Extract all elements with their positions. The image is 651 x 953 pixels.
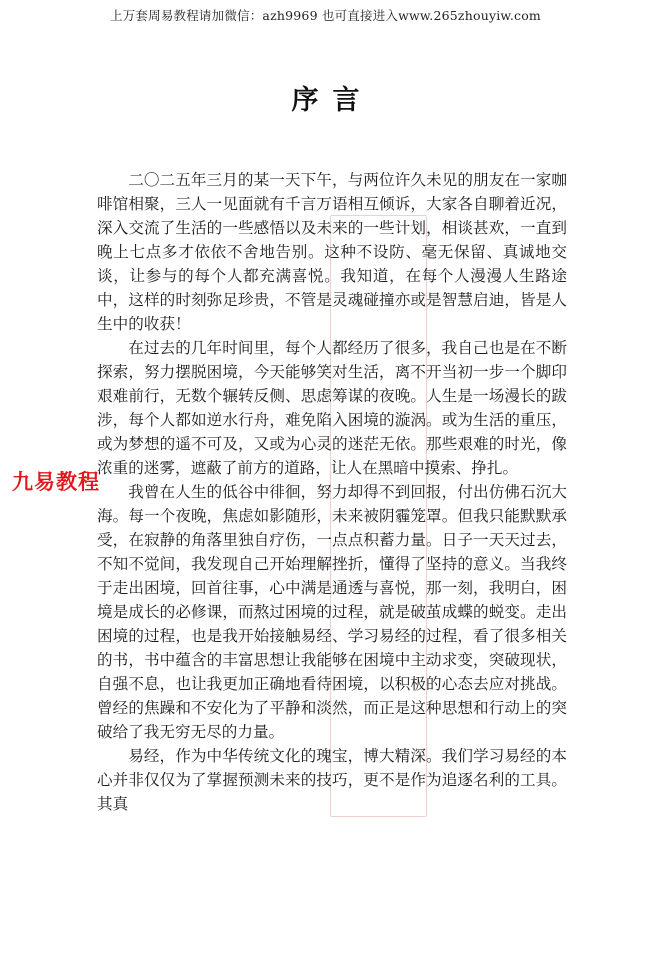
preface-body xyxy=(97,168,567,816)
paragraph-3: 我曾在人生的低谷中徘徊，努力却得不到回报，付出仿佛石沉大海。每一个夜晚，焦虑如影随形，未来被阴霾笼罩。但我只能默默承受，在寂静的角落里独自疗伤，一点点积蓄力量。日子一天天过去，不知不觉间，我发现自己开始理解挫折，懂得了坚持的意义。当我终于走出困境，回首往事，心中满是通透与喜悦，那一刻，我明白，困境是成长的必修课，而熬过困境的过程，就是破茧成蝶的蜕变。走出困境的过程，也是我开始接触易经、学习易经的过程，看了很多相关的书，书中蕴含的丰富思想让我能够在困境中主动求变，突破现状，自强不息，也让我更加正确地看待困境，以积极的心态去应对挑战。曾经的焦躁和不安化为了平静和淡然，而正是这种思想和行动上的突破给了我无穷无尽的力量。 xyxy=(97,483,567,741)
watermark-logo: 九易教程 xyxy=(12,470,100,494)
header-contact-note: 上万套周易教程请加微信：azh9969 也可直接进入www.265zhouyiw.com xyxy=(110,8,541,23)
paragraph-4: 易经，作为中华传统文化的瑰宝，博大精深。我们学习易经的本心并非仅仅为了掌握预测未来的技巧，更不是作为追逐名利的工具。其真 xyxy=(97,747,567,813)
paragraph-1: 二〇二五年三月的某一天下午，与两位许久未见的朋友在一家咖啡馆相聚，三人一见面就有千言万语相互倾诉，大家各自聊着近况，深入交流了生活的一些感悟以及未来的一些计划，相谈甚欢，一直到晚上七点多才依依不舍地告别。这种不设防、毫无保留、真诚地交谈，让参与的每个人都充满喜悦。我知道，在每个人漫漫人生路途中，这样的时刻弥足珍贵，不管是灵魂碰撞亦或是智慧启迪，皆是人生中的收获！ xyxy=(97,171,567,333)
page-title: 序言 xyxy=(291,85,374,116)
paragraph-2: 在过去的几年时间里，每个人都经历了很多，我自己也是在不断探索，努力摆脱困境，今天能够笑对生活，离不开当初一步一个脚印艰难前行，无数个辗转反侧、思虑筹谋的夜晚。人生是一场漫长的跋涉，每个人都如逆水行舟，难免陷入困境的漩涡。或为生活的重压，或为梦想的遥不可及，又或为心灵的迷茫无依。那些艰难的时光，像浓重的迷雾，遮蔽了前方的道路，让人在黑暗中摸索、挣扎。 xyxy=(97,339,567,477)
